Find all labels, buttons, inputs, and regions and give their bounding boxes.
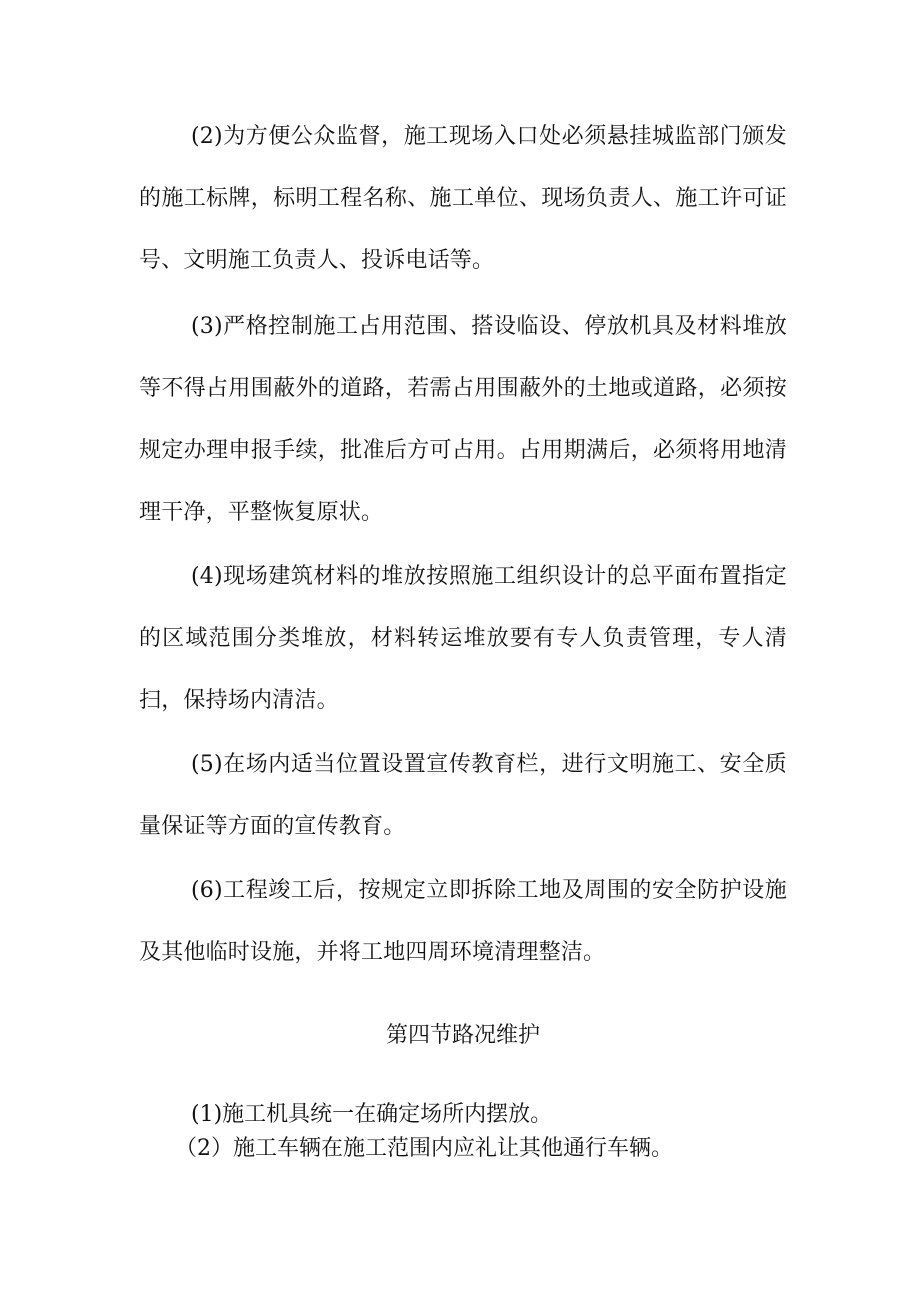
paragraph-item-4: (4)现场建筑材料的堆放按照施工组织设计的总平面布置指定的区域范围分类堆放，材料转运堆放要有专人负责管理，专人清扫，保持场内清洁。	[139, 564, 787, 713]
paragraph-item-5: (5)在场内适当位置设置宣传教育栏，进行文明施工、安全质量保证等方面的宣传教育。	[139, 752, 787, 839]
section-heading: 第四节路况维护	[385, 1023, 540, 1048]
paragraph-item-3: (3)严格控制施工占用范围、搭设临设、停放机具及材料堆放等不得占用围蔽外的道路，若需占用围蔽外的土地或道路，必须按规定办理申报手续，批准后方可占用。占用期满后，必须将用地清理干净，平整恢复原状。	[139, 314, 787, 525]
paragraph-item-2: (2)为方便公众监督，施工现场入口处必须悬挂城监部门颁发的施工标牌，标明工程名称、施工单位、现场负责人、施工许可证号、文明施工负责人、投诉电话等。	[139, 124, 787, 273]
section-item-1: (1)施工机具统一在确定场所内摆放。	[191, 1102, 553, 1127]
section-item-2: （2）施工车辆在施工范围内应礼让其他通行车辆。	[175, 1136, 673, 1161]
paragraph-item-6: (6)工程竣工后，按规定立即拆除工地及周围的安全防护设施及其他临时设施，并将工地四周环境清理整洁。	[139, 878, 787, 965]
